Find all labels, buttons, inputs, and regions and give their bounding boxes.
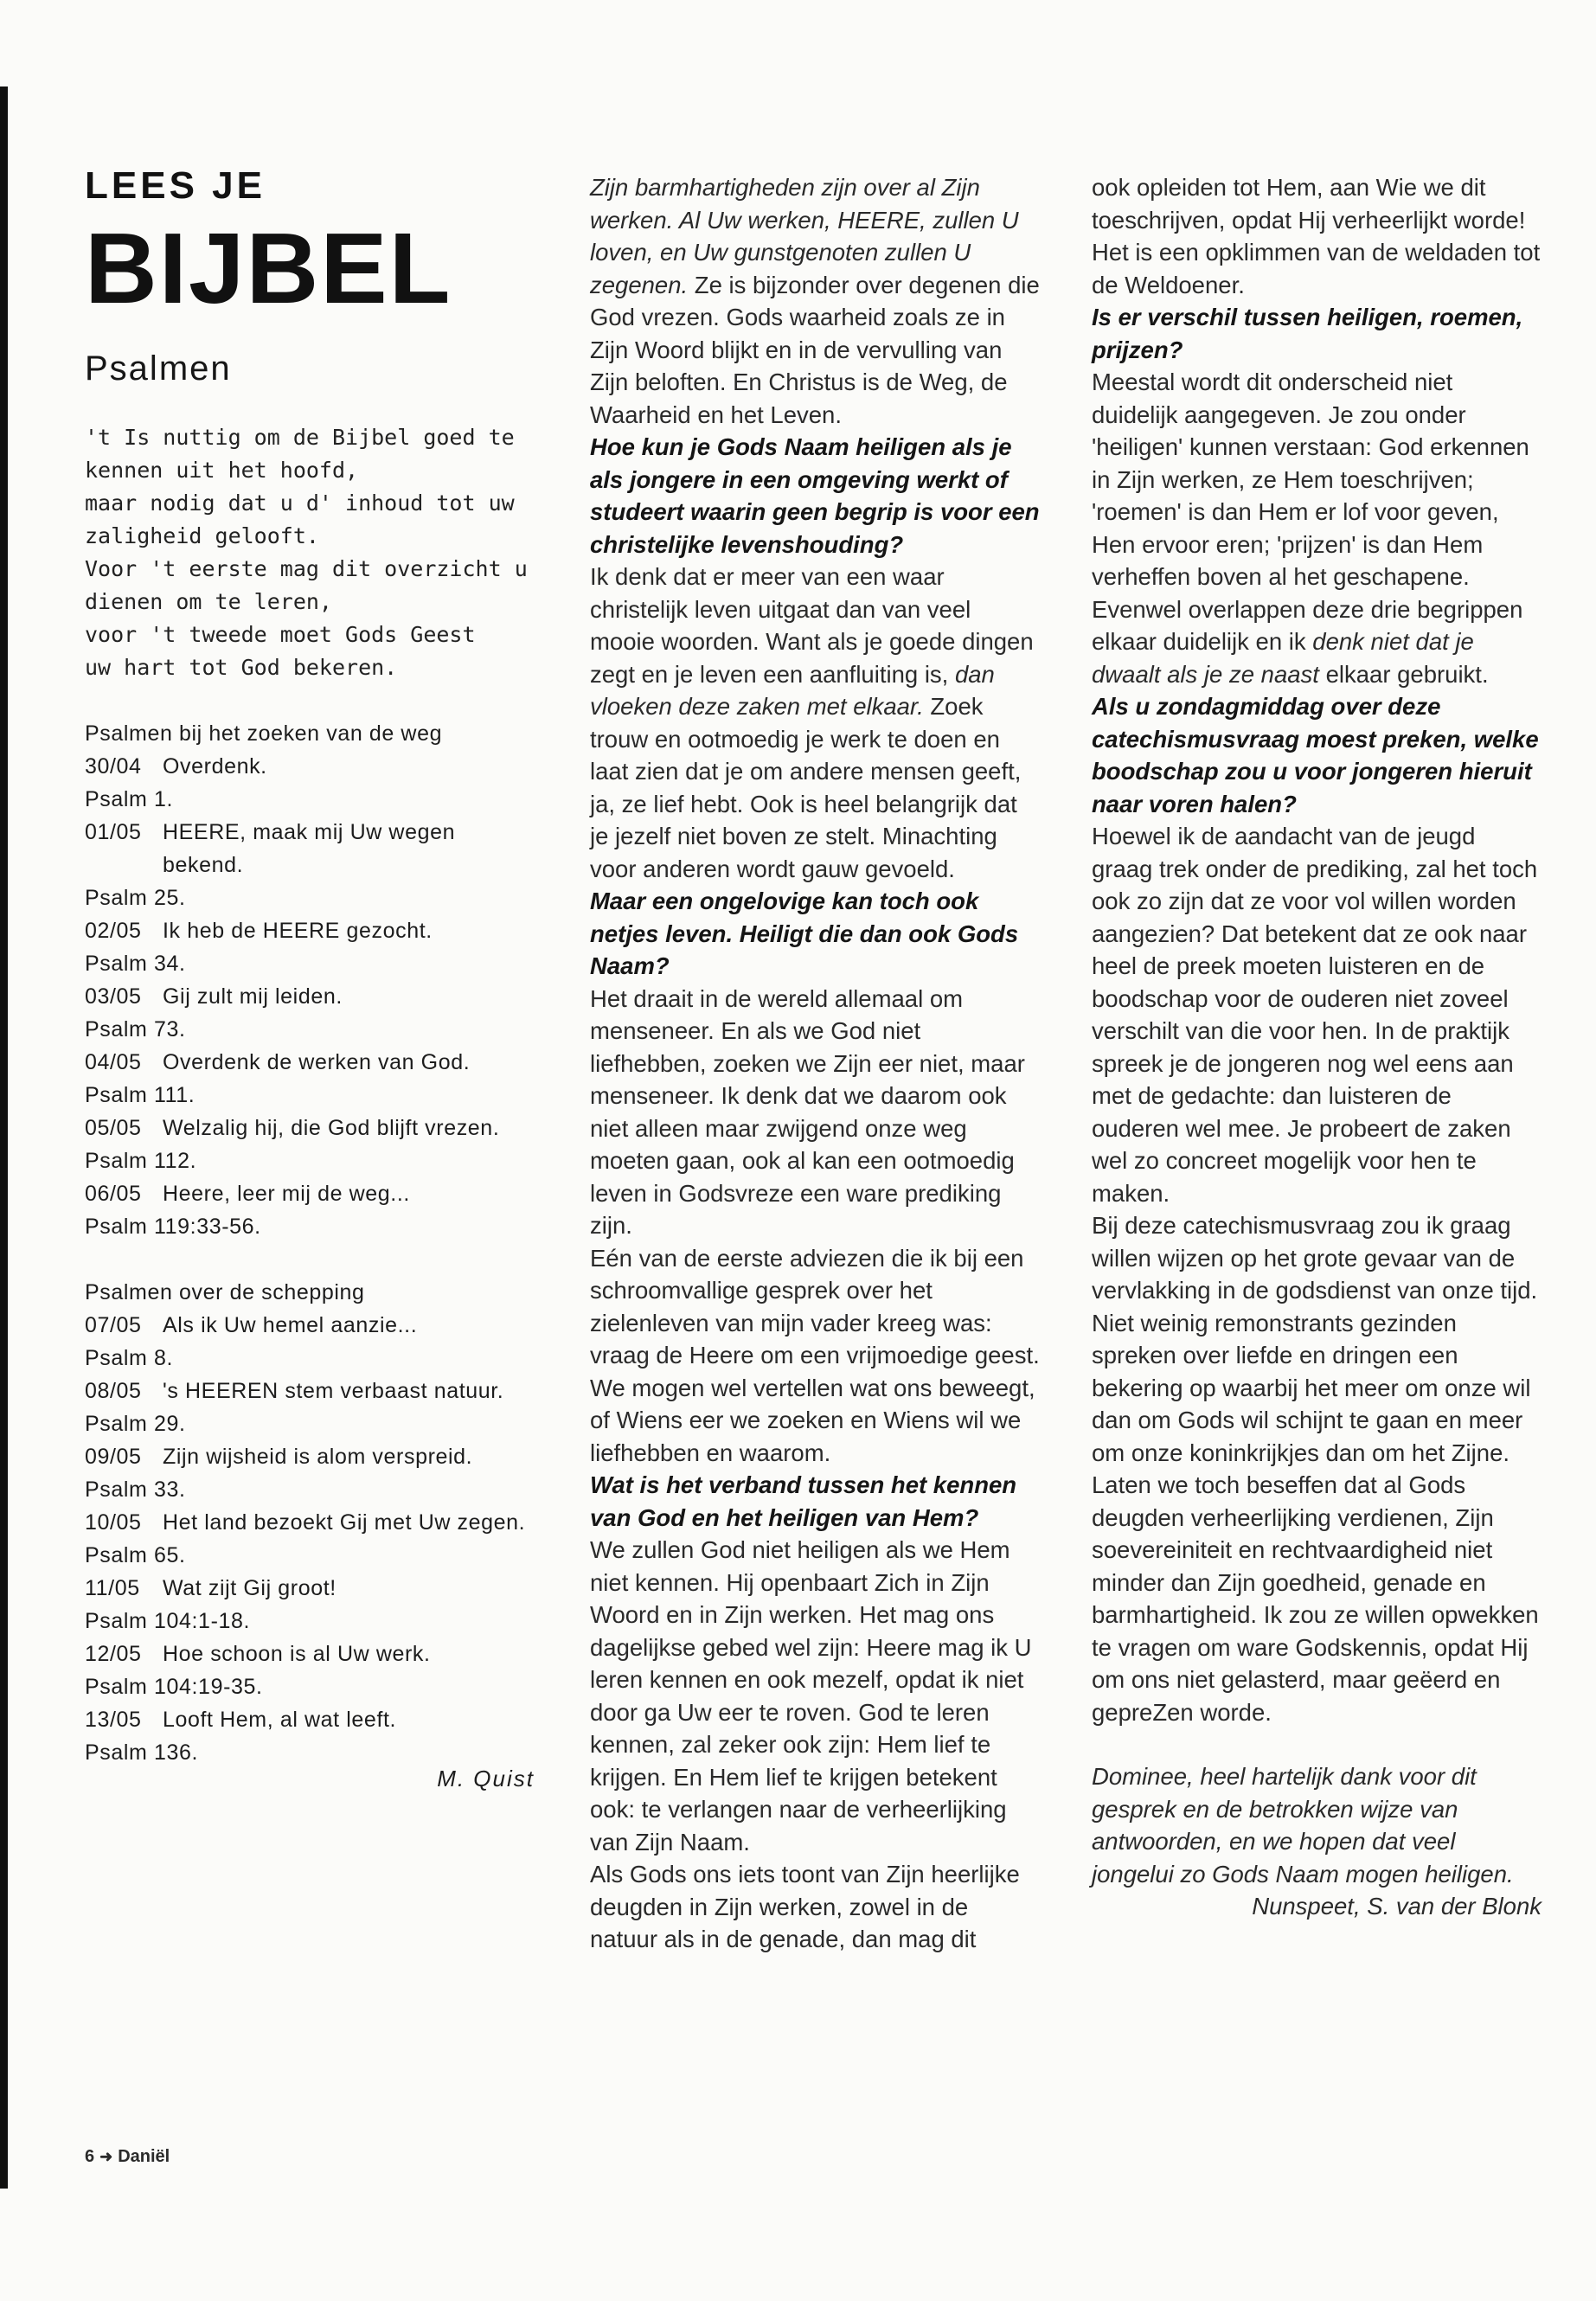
reading-entry — [85, 1440, 535, 1473]
reading-date: 08/05 — [85, 1379, 142, 1403]
reading-entry — [85, 1638, 535, 1670]
page-edge-rule — [0, 87, 8, 2189]
reading-entry — [85, 980, 535, 1013]
reading-title: Als ik Uw hemel aanzie... — [163, 1313, 418, 1337]
header-kicker: LEES JE — [85, 164, 266, 207]
reading-psalm: Psalm 119:33-56. — [85, 1215, 261, 1239]
page-footer — [85, 2147, 170, 2167]
emphasis-text: dan vloeken deze zaken met elkaar. — [590, 660, 995, 720]
paragraph-text: Meestal wordt dit onderscheid niet duidelijk aangegeven. Je zou onder 'heiligen' kunnen verstaan: God erkennen in Zijn werken, ze Hem toeschrijven; 'roemen' is dan Hem er lof voor geven, Hen ervoor eren; 'prijzen' is dan Hem verheffen boven al het geschapene. Evenwel overlappen deze drie begrippen elkaar duidelijk en ik — [1092, 369, 1529, 655]
reading-entry — [85, 1375, 535, 1407]
reading-date: 04/05 — [85, 1050, 142, 1074]
reading-date: 01/05 — [85, 820, 142, 844]
schedule-group-2 — [85, 1309, 535, 1769]
magazine-name: Daniël — [118, 2147, 170, 2166]
reading-title: Het land bezoekt Gij met Uw zegen. — [163, 1510, 526, 1535]
reading-entry — [85, 750, 535, 783]
reading-psalm: Psalm 33. — [85, 1477, 186, 1502]
interview-question: Is er verschil tussen heiligen, roemen, prijzen? — [1092, 304, 1523, 363]
interview-answer — [1092, 366, 1542, 690]
reading-entry — [85, 1572, 535, 1605]
schedule-author: M. Quist — [437, 1766, 535, 1791]
reading-schedule — [85, 717, 535, 1795]
reading-entry — [85, 1309, 535, 1342]
reading-date: 10/05 — [85, 1510, 142, 1535]
scripture-quote: Zijn barmhartigheden zijn over al Zijn werken. Al Uw werken, HEERE, zullen U loven, en Uw gunstgenoten zullen U zegenen. — [590, 174, 1019, 298]
page-number: 6 — [85, 2147, 95, 2166]
interview-question: Maar een ongelovige kan toch ook netjes leven. Heiligt die dan ook Gods Naam? — [590, 888, 1019, 979]
reading-date: 13/05 — [85, 1708, 142, 1732]
schedule-group-title: Psalmen over de schepping — [85, 1280, 365, 1304]
poem-line: uw hart tot God bekeren. — [85, 655, 398, 680]
reading-date: 30/04 — [85, 754, 142, 779]
interview-question: Hoe kun je Gods Naam heiligen als je als jongere in een omgeving werkt of studeert waarin geen begrip is voor een christelijke levenshouding? — [590, 433, 1040, 558]
reading-psalm: Psalm 1. — [85, 787, 174, 811]
reading-entry — [85, 1703, 535, 1736]
reading-title: Wat zijt Gij groot! — [163, 1576, 337, 1600]
reading-date: 11/05 — [85, 1576, 140, 1600]
interview-answer: ook opleiden tot Hem, aan Wie we dit toeschrijven, opdat Hij verheerlijkt worde! — [1092, 174, 1526, 234]
interview-question: Als u zondagmiddag over deze catechismusvraag moest preken, welke boodschap zou u voor jongeren hieruit naar voren halen? — [1092, 693, 1539, 817]
reading-date: 05/05 — [85, 1116, 142, 1140]
reading-psalm: Psalm 29. — [85, 1412, 186, 1436]
interview-answer: We zullen God niet heiligen als we Hem niet kennen. Hij openbaart Zich in Zijn Woord en in Zijn werken. Het mag ons dagelijkse gebed wel zijn: Heere mag ik U leren kennen en ook mezelf, opdat ik niet door ga Uw eer te roven. God te leren kennen, zal zeker ook zijn: Hem lief te krijgen. En Hem lief te krijgen betekent ook: te verlangen naar de verheerlijking van Zijn Naam. — [590, 1536, 1032, 1856]
interview-question: Wat is het verband tussen het kennen van God en het heiligen van Hem? — [590, 1471, 1017, 1531]
interview-answer: Als Gods ons iets toont van Zijn heerlijke deugden in Zijn werken, zowel in de natuur als in de genade, dan mag dit — [590, 1861, 1020, 1952]
reading-entry — [85, 1177, 535, 1210]
reading-date: 07/05 — [85, 1313, 142, 1337]
article-column-right — [1092, 171, 1542, 1923]
article-signature: Nunspeet, S. van der Blonk — [1252, 1893, 1542, 1920]
interview-answer: Eén van de eerste adviezen die ik bij een schroomvallige gesprek over het zielenleven van mijn vader kreeg was: vraag de Heere om een vrijmoedige geest. We mogen wel vertellen wat ons beweegt, of Wiens eer we zoeken en Wiens wil we liefhebben en waarom. — [590, 1244, 1040, 1466]
reading-title: HEERE, maak mij Uw wegen bekend. — [163, 820, 456, 877]
intro-poem — [85, 421, 535, 684]
reading-title: Overdenk. — [163, 754, 267, 779]
reading-psalm: Psalm 8. — [85, 1346, 174, 1370]
reading-title: Zijn wijsheid is alom verspreid. — [163, 1445, 473, 1469]
reading-title: Looft Hem, al wat leeft. — [163, 1708, 397, 1732]
reading-date: 12/05 — [85, 1642, 142, 1666]
paragraph-text: elkaar gebruikt. — [1318, 660, 1489, 688]
reading-date: 02/05 — [85, 919, 142, 943]
reading-date: 06/05 — [85, 1182, 142, 1206]
reading-psalm: Psalm 73. — [85, 1017, 186, 1042]
poem-line: dienen om te leren, — [85, 589, 332, 614]
reading-title: 's HEEREN stem verbaast natuur. — [163, 1379, 504, 1403]
reading-title: Welzalig hij, die God blijft vrezen. — [163, 1116, 500, 1140]
reading-entry — [85, 1506, 535, 1539]
reading-date: 03/05 — [85, 984, 142, 1009]
interview-answer: Bij deze catechismusvraag zou ik graag willen wijzen op het grote gevaar van de vervlakking in de godsdienst van onze tijd. Niet weinig remonstrants gezinden spreken over liefde en dringen een bekering op waarbij het meer om onze wil dan om Gods wil schijnt te gaan en meer om onze koninkrijkjes dan om het Zijne. Laten we toch beseffen dat al Gods deugden verheerlijking verdienen, Zijn soevereiniteit en rechtvaardigheid niet minder dan Zijn goedheid, genade en barmhartigheid. Ik zou ze willen opwekken te vragen om ware Godskennis, opdat Hij om ons niet gelasterd, maar geëerd en gepreZen worde. — [1092, 1212, 1539, 1726]
page-title: BIJBEL — [85, 212, 452, 324]
reading-entry — [85, 914, 535, 947]
section-title: Psalmen — [85, 349, 232, 388]
reading-psalm: Psalm 25. — [85, 886, 186, 910]
poem-line: maar nodig dat u d' inhoud tot uw — [85, 490, 515, 516]
poem-line: kennen uit het hoofd, — [85, 458, 359, 483]
reading-psalm: Psalm 104:1-18. — [85, 1609, 251, 1633]
sidebar-column — [85, 164, 535, 1795]
paragraph-text: Zoek trouw en ootmoedig je werk te doen en laat zien dat je om andere mensen geeft, ja, ze lief hebt. Ook is heel belangrijk dat je jezelf niet boven ze stelt. Minachting voor anderen wordt gauw gevoeld. — [590, 693, 1022, 882]
reading-psalm: Psalm 111. — [85, 1083, 195, 1107]
poem-line: voor 't tweede moet Gods Geest — [85, 622, 476, 647]
poem-line: Voor 't eerste mag dit overzicht u — [85, 556, 528, 581]
interview-answer: Het is een opklimmen van de weldaden tot de Weldoener. — [1092, 239, 1541, 298]
interview-answer: Het draait in de wereld allemaal om menseneer. En als we God niet liefhebben, zoeken we Zijn eer niet, maar menseneer. Ik denk dat we daarom ook niet alleen maar zwijgend onze weg moeten gaan, ook al kan een ootmoedig leven in Godsvreze een ware prediking zijn. — [590, 984, 1025, 1239]
reading-psalm: Psalm 65. — [85, 1543, 186, 1567]
reading-title: Hoe schoon is al Uw werk. — [163, 1642, 431, 1666]
reading-title: Overdenk de werken van God. — [163, 1050, 471, 1074]
poem-line: 't Is nuttig om de Bijbel goed te — [85, 425, 515, 450]
reading-entry — [85, 1046, 535, 1079]
schedule-group-1 — [85, 750, 535, 1243]
interview-answer — [590, 561, 1040, 885]
paragraph-text: Ze is bijzonder over degenen die God vrezen. Gods waarheid zoals ze in Zijn Woord blijkt en in de vervulling van Zijn beloften. En Christus is de Weg, de Waarheid en het Leven. — [590, 271, 1040, 428]
reading-psalm: Psalm 112. — [85, 1149, 197, 1173]
paragraph-text: Ik denk dat er meer van een waar christelijk leven uitgaat dan van veel mooie woorden. Want als je goede dingen zegt en je leven een aanfluiting is, — [590, 563, 1034, 688]
reading-entry — [85, 816, 535, 881]
reading-psalm: Psalm 104:19-35. — [85, 1675, 263, 1699]
article-column-middle — [590, 171, 1040, 1956]
poem-line: zaligheid gelooft. — [85, 523, 319, 548]
article-paragraph — [590, 171, 1040, 431]
reading-psalm: Psalm 34. — [85, 952, 186, 976]
arrow-right-icon: ➜ — [99, 2148, 113, 2165]
reading-title: Ik heb de HEERE gezocht. — [163, 919, 433, 943]
schedule-group-title: Psalmen bij het zoeken van de weg — [85, 721, 443, 746]
emphasis-text: denk niet dat je dwaalt als je ze naast — [1092, 628, 1474, 688]
reading-title: Gij zult mij leiden. — [163, 984, 343, 1009]
reading-psalm: Psalm 136. — [85, 1740, 199, 1765]
reading-title: Heere, leer mij de weg... — [163, 1182, 410, 1206]
closing-remark: Dominee, heel hartelijk dank voor dit gesprek en de betrokken wijze van antwoorden, en we hopen dat veel jongelui zo Gods Naam mogen heiligen. — [1092, 1763, 1514, 1888]
reading-date: 09/05 — [85, 1445, 142, 1469]
interview-answer: Hoewel ik de aandacht van de jeugd graag trek onder de prediking, zal het toch ook zo zijn dat ze voor vol willen worden aangezien? Dat betekent dat ze ook naar heel de preek moeten luisteren en de boodschap voor de ouderen niet zoveel verschilt van die voor hen. In de praktijk spreek je de jongeren nog wel eens aan met de gedachte: dan luisteren de ouderen wel mee. Je probeert de zaken wel zo concreet mogelijk voor hen te maken. — [1092, 823, 1538, 1207]
reading-entry — [85, 1112, 535, 1144]
